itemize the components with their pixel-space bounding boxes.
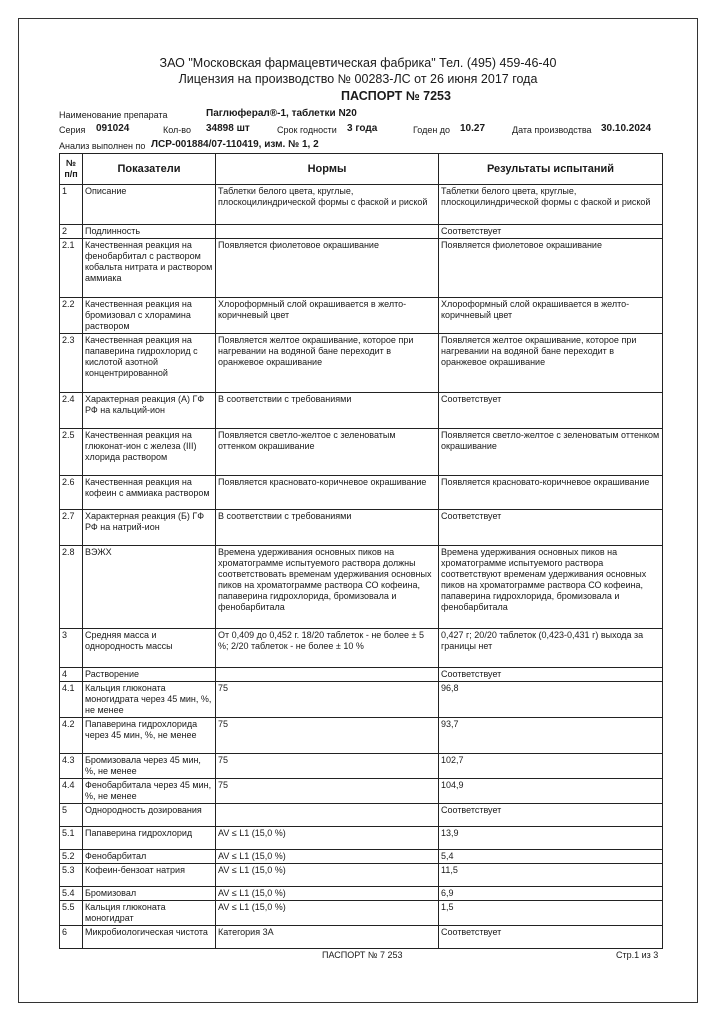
row-number: 4.3 bbox=[60, 754, 83, 779]
valid-value: 10.27 bbox=[460, 123, 486, 134]
row-norm bbox=[216, 804, 439, 827]
shelf-label: Срок годности bbox=[277, 125, 337, 135]
row-indicator: Папаверина гидрохлорид bbox=[83, 827, 216, 850]
row-indicator: Качественная реакция на глюконат-ион с железа (III) хлорида раствором bbox=[83, 429, 216, 476]
row-result: Хлороформный слой окрашивается в желто-коричневый цвет bbox=[439, 298, 663, 334]
shelf-value: 3 года bbox=[347, 123, 378, 134]
row-indicator: Описание bbox=[83, 185, 216, 225]
row-result: Соответствует bbox=[439, 804, 663, 827]
row-indicator: Фенобарбитал bbox=[83, 850, 216, 864]
row-norm: В соответствии с требованиями bbox=[216, 393, 439, 429]
row-norm: 75 bbox=[216, 718, 439, 754]
row-norm bbox=[216, 225, 439, 239]
footer-passport: ПАСПОРТ № 7 253 bbox=[322, 950, 403, 960]
row-norm: Времена удерживания основных пиков на хроматограмме испытуемого раствора должны соответствовать временам удерживания основных пиков на хроматограмме раствора СО кофеина, папаверина гидрохлорида, бромизовала и фенобарбитала bbox=[216, 546, 439, 629]
row-result: 93,7 bbox=[439, 718, 663, 754]
row-norm: Появляется желтое окрашивание, которое при нагревании на водяной бане переходит в оранжевое окрашивание bbox=[216, 334, 439, 393]
table-row bbox=[60, 754, 663, 779]
row-number: 2.8 bbox=[60, 546, 83, 629]
prod-value: 30.10.2024 bbox=[601, 123, 652, 134]
row-result: Таблетки белого цвета, круглые, плоскоцилиндрической формы с фаской и риской bbox=[439, 185, 663, 225]
row-result: Соответствует bbox=[439, 393, 663, 429]
row-number: 3 bbox=[60, 629, 83, 668]
table-row bbox=[60, 225, 663, 239]
row-result: 0,427 г; 20/20 таблеток (0,423-0,431 г) выхода за границы нет bbox=[439, 629, 663, 668]
table-row bbox=[60, 476, 663, 510]
row-number: 4 bbox=[60, 668, 83, 682]
table-row bbox=[60, 239, 663, 298]
valid-label: Годен до bbox=[413, 125, 451, 135]
row-number: 1 bbox=[60, 185, 83, 225]
row-indicator: Однородность дозирования bbox=[83, 804, 216, 827]
table-row bbox=[60, 827, 663, 850]
row-norm: AV ≤ L1 (15,0 %) bbox=[216, 850, 439, 864]
row-indicator: Бромизовал bbox=[83, 887, 216, 901]
row-indicator: Кальция глюконата моногидрат bbox=[83, 901, 216, 926]
row-result: 6,9 bbox=[439, 887, 663, 901]
table-row bbox=[60, 779, 663, 804]
row-indicator: Фенобарбитала через 45 мин, %, не менее bbox=[83, 779, 216, 804]
analysis-value: ЛСР-001884/07-110419, изм. № 1, 2 bbox=[151, 139, 319, 150]
row-indicator: Характерная реакция (Б) ГФ РФ на натрий-ион bbox=[83, 510, 216, 546]
row-result: 104,9 bbox=[439, 779, 663, 804]
row-indicator: Микробиологическая чистота bbox=[83, 926, 216, 949]
table-row bbox=[60, 510, 663, 546]
row-indicator: Кофеин-бензоат натрия bbox=[83, 864, 216, 887]
name-label: Наименование препарата bbox=[59, 110, 168, 120]
col-number-header: № п/п bbox=[60, 154, 83, 185]
table-row bbox=[60, 718, 663, 754]
row-indicator: Кальция глюконата моногидрата через 45 мин, %, не менее bbox=[83, 682, 216, 718]
table-row bbox=[60, 546, 663, 629]
row-norm: Таблетки белого цвета, круглые, плоскоцилиндрической формы с фаской и риской bbox=[216, 185, 439, 225]
row-number: 5.2 bbox=[60, 850, 83, 864]
row-norm: AV ≤ L1 (15,0 %) bbox=[216, 901, 439, 926]
table-row bbox=[60, 429, 663, 476]
table-row bbox=[60, 185, 663, 225]
row-norm: AV ≤ L1 (15,0 %) bbox=[216, 887, 439, 901]
row-result: Появляется светло-желтое с зеленоватым оттенком окрашивание bbox=[439, 429, 663, 476]
series-label: Серия bbox=[59, 125, 86, 135]
row-norm: 75 bbox=[216, 754, 439, 779]
row-norm: 75 bbox=[216, 779, 439, 804]
col-result-header: Результаты испытаний bbox=[439, 154, 663, 185]
col-indicator-header: Показатели bbox=[83, 154, 216, 185]
row-number: 2.1 bbox=[60, 239, 83, 298]
table-row bbox=[60, 393, 663, 429]
table-row bbox=[60, 629, 663, 668]
qty-value: 34898 шт bbox=[206, 123, 250, 134]
row-norm: Появляется фиолетовое окрашивание bbox=[216, 239, 439, 298]
row-number: 4.4 bbox=[60, 779, 83, 804]
row-number: 4.2 bbox=[60, 718, 83, 754]
row-norm: Категория 3А bbox=[216, 926, 439, 949]
table-row bbox=[60, 298, 663, 334]
row-result: Соответствует bbox=[439, 668, 663, 682]
row-number: 2.4 bbox=[60, 393, 83, 429]
row-number: 5.4 bbox=[60, 887, 83, 901]
table-row bbox=[60, 864, 663, 887]
name-value: Паглюферал®-1, таблетки N20 bbox=[206, 108, 357, 119]
row-indicator: Средняя масса и однородность массы bbox=[83, 629, 216, 668]
row-norm: В соответствии с требованиями bbox=[216, 510, 439, 546]
prod-label: Дата производства bbox=[512, 125, 592, 135]
row-result: Соответствует bbox=[439, 225, 663, 239]
row-norm: AV ≤ L1 (15,0 %) bbox=[216, 864, 439, 887]
row-result: 11,5 bbox=[439, 864, 663, 887]
qty-label: Кол-во bbox=[163, 125, 191, 135]
row-result: Появляется фиолетовое окрашивание bbox=[439, 239, 663, 298]
row-norm: AV ≤ L1 (15,0 %) bbox=[216, 827, 439, 850]
row-norm: Появляется светло-желтое с зеленоватым оттенком окрашивание bbox=[216, 429, 439, 476]
row-number: 2.3 bbox=[60, 334, 83, 393]
row-norm bbox=[216, 668, 439, 682]
row-result: 5,4 bbox=[439, 850, 663, 864]
row-norm: Хлороформный слой окрашивается в желто-коричневый цвет bbox=[216, 298, 439, 334]
table-header-row bbox=[60, 154, 663, 185]
row-indicator: ВЭЖХ bbox=[83, 546, 216, 629]
row-indicator: Качественная реакция на кофеин с аммиака раствором bbox=[83, 476, 216, 510]
row-number: 5 bbox=[60, 804, 83, 827]
row-number: 2.2 bbox=[60, 298, 83, 334]
row-result: Появляется красновато-коричневое окрашивание bbox=[439, 476, 663, 510]
row-number: 5.1 bbox=[60, 827, 83, 850]
row-indicator: Бромизовала через 45 мин, %, не менее bbox=[83, 754, 216, 779]
table-row bbox=[60, 887, 663, 901]
row-indicator: Растворение bbox=[83, 668, 216, 682]
row-number: 6 bbox=[60, 926, 83, 949]
row-number: 2.6 bbox=[60, 476, 83, 510]
row-indicator: Характерная реакция (А) ГФ РФ на кальций-ион bbox=[83, 393, 216, 429]
row-number: 5.3 bbox=[60, 864, 83, 887]
row-indicator: Качественная реакция на фенобарбитал с раствором кобальта нитрата и раствором аммиака bbox=[83, 239, 216, 298]
license-line: Лицензия на производство № 00283-ЛС от 26 июня 2017 года bbox=[178, 72, 538, 86]
row-number: 2 bbox=[60, 225, 83, 239]
row-indicator: Папаверина гидрохлорида через 45 мин, %, не менее bbox=[83, 718, 216, 754]
row-number: 2.5 bbox=[60, 429, 83, 476]
table-row bbox=[60, 334, 663, 393]
series-value: 091024 bbox=[96, 123, 130, 134]
footer-page: Стр.1 из 3 bbox=[616, 950, 659, 960]
table-row bbox=[60, 804, 663, 827]
table-row bbox=[60, 668, 663, 682]
row-indicator: Качественная реакция на папаверина гидрохлорид с кислотой азотной концентрированной bbox=[83, 334, 216, 393]
row-result: 13,9 bbox=[439, 827, 663, 850]
row-norm: Появляется красновато-коричневое окрашивание bbox=[216, 476, 439, 510]
row-norm: От 0,409 до 0,452 г. 18/20 таблеток - не более ± 5 %; 2/20 таблеток - не более ± 10 % bbox=[216, 629, 439, 668]
row-result: Появляется желтое окрашивание, которое при нагревании на водяной бане переходит в оранжевое окрашивание bbox=[439, 334, 663, 393]
table-row bbox=[60, 901, 663, 926]
results-table bbox=[59, 153, 663, 949]
row-result: 102,7 bbox=[439, 754, 663, 779]
table-row bbox=[60, 682, 663, 718]
row-number: 5.5 bbox=[60, 901, 83, 926]
row-number: 2.7 bbox=[60, 510, 83, 546]
company-header: ЗАО "Московская фармацевтическая фабрика" Тел. (495) 459-46-40 bbox=[159, 56, 557, 70]
passport-title: ПАСПОРТ № 7253 bbox=[341, 89, 451, 103]
row-result: Времена удерживания основных пиков на хроматограмме испытуемого раствора соответствуют временам удерживания основных пиков на хроматограмме раствора СО кофеина, папаверина гидрохлорида, бромизовала и фенобарбитала bbox=[439, 546, 663, 629]
row-indicator: Качественная реакция на бромизовал с хлорамина раствором bbox=[83, 298, 216, 334]
row-number: 4.1 bbox=[60, 682, 83, 718]
row-result: 1,5 bbox=[439, 901, 663, 926]
row-result: Соответствует bbox=[439, 926, 663, 949]
row-norm: 75 bbox=[216, 682, 439, 718]
col-norm-header: Нормы bbox=[216, 154, 439, 185]
row-result: 96,8 bbox=[439, 682, 663, 718]
row-result: Соответствует bbox=[439, 510, 663, 546]
table-row bbox=[60, 850, 663, 864]
analysis-label: Анализ выполнен по bbox=[59, 141, 146, 151]
row-indicator: Подлинность bbox=[83, 225, 216, 239]
table-row bbox=[60, 926, 663, 949]
